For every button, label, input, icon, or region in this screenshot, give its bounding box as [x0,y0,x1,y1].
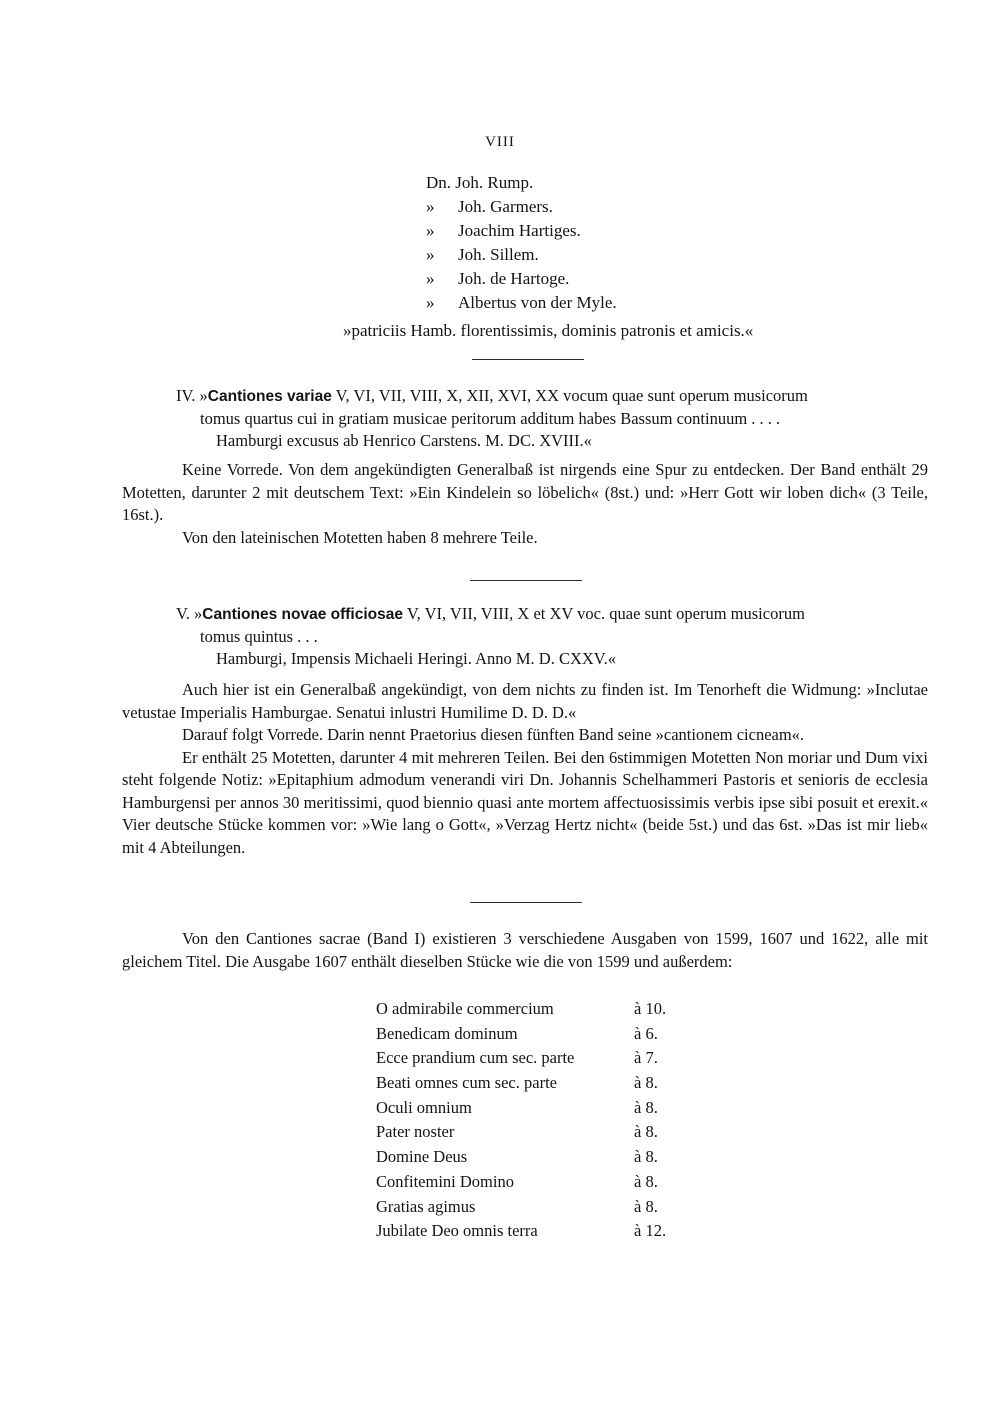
list-item [376,1170,686,1195]
motet-voices: à 8. [634,1147,658,1167]
motet-title: Oculi omnium [376,1097,472,1117]
dedication-line [426,171,617,195]
paragraph-text: Darauf folgt Vorrede. Darin nennt Praetorius diesen fünften Band seine »cantionem cicneam«. [182,725,805,744]
entry-title-rest: V, VI, VII, VIII, X, XII, XVI, XX vocum quae sunt operum musicorum [331,386,808,405]
motet-voices: à 7. [634,1048,658,1068]
entry-imprint: Hamburgi, Impensis Michaeli Heringi. Anno M. D. CXXV.« [216,649,616,668]
dedication-name: Joh. Garmers. [458,197,553,216]
dedication-name: Joh. Sillem. [458,245,539,264]
motet-voices: à 8. [634,1171,658,1191]
ditto-mark: » [426,269,435,288]
motet-title: Domine Deus [376,1147,468,1167]
list-item [376,1120,686,1145]
entry-imprint: Hamburgi excusus ab Henrico Carstens. M. DC. XVIII.« [216,431,592,450]
section-divider [470,902,582,903]
paragraph-text: Von den lateinischen Motetten haben 8 mehrere Teile. [182,527,538,547]
entry-iv-heading [176,385,928,452]
motet-voices: à 12. [634,1221,667,1241]
list-item [376,1071,686,1096]
motet-list [376,997,686,1244]
motet-title: Benedicam dominum [376,1023,518,1043]
paragraph-text: Auch hier ist ein Generalbaß angekündigt, von dem nichts zu finden ist. Im Tenorheft die Widmung: »Inclutae vetustae Imperialis Hamburgae. Senatui inlustri Humilime D. D. D.« [122,680,928,722]
motet-title: Gratias agimus [376,1196,476,1216]
list-item [376,1046,686,1071]
dedication-name: Albertus von der Myle. [458,293,617,312]
paragraph-text: Er enthält 25 Motetten, darunter 4 mit mehreren Teilen. Bei den 6stimmigen Motetten Non moriar und Dum vixi steht folgende Notiz: »Epitaphium admodum venerandi viri Dn. Johannis Schelhammeri Pastoris et senioris de ecclesia Hamburgensi per annos 30 meritissimi, quod biennio quasi ante mortem affectuosissimis verbis ipse sibi posuit et erexit.« Vier deutsche Stücke kommen vor: »Wie lang o Gott«, »Verzag Hertz nicht« (beide 5st.) und das 6st. »Das ist mir lieb« mit 4 Abteilungen. [122,747,928,857]
dedication-list [426,171,617,315]
entry-v-heading [176,603,928,670]
dedication-name: Dn. Joh. Rump. [426,173,534,192]
quote-mark: » [199,386,208,405]
ditto-mark: » [426,293,435,312]
dedication-line [426,195,617,219]
dedication-line [426,291,617,315]
motet-title: Ecce prandium cum sec. parte [376,1048,575,1068]
motet-title: Beati omnes cum sec. parte [376,1073,557,1093]
dedication-name: Joachim Hartiges. [458,221,581,240]
section-divider [472,359,584,360]
motet-voices: à 8. [634,1097,658,1117]
list-item [376,1096,686,1121]
paragraph-text: Von den Cantiones sacrae (Band I) existieren 3 verschiedene Ausgaben von 1599, 1607 und 1622, alle mit gleichem Titel. Die Ausgabe 1607 enthält dieselben Stücke wie die von 1599 und außerdem: [122,929,928,971]
list-item [376,1145,686,1170]
page-number: VIII [485,134,515,150]
motet-voices: à 8. [634,1122,658,1142]
entry-iv-paragraph [122,459,928,549]
entry-title: Cantiones novae officiosae [202,606,403,623]
ditto-mark: » [426,197,435,216]
section-divider [470,580,582,581]
motet-title: Jubilate Deo omnis terra [376,1221,538,1241]
dedication-name: Joh. de Hartoge. [458,269,570,288]
entry-number: V. [176,604,190,623]
dedication-line [426,243,617,267]
list-item [376,1219,686,1244]
entry-number: IV. [176,386,196,405]
closing-paragraph [122,928,928,973]
dedication-closing: »patriciis Hamb. florentissimis, dominis patronis et amicis.« [343,321,754,340]
motet-title: Confitemini Domino [376,1171,514,1191]
quote-mark: » [194,604,203,623]
paragraph-text: Keine Vorrede. Von dem angekündigten Generalbaß ist nirgends eine Spur zu entdecken. Der Band enthält 29 Motetten, darunter 2 mit deutschem Text: »Ein Kindelein so löbelich« (8st.) und: »Herr Gott wir loben dich« (3 Teile, 16st.). [122,460,928,524]
entry-title: Cantiones variae [207,388,332,405]
entry-v-title-line [176,603,928,626]
ditto-mark: » [426,245,435,264]
dedication-line [426,267,617,291]
motet-voices: à 10. [634,999,667,1018]
list-item [376,997,686,1022]
entry-title-continuation: tomus quintus . . . [200,627,318,646]
motet-title: Pater noster [376,1122,455,1142]
entry-title-continuation: tomus quartus cui in gratiam musicae peritorum additum habes Bassum continuum . . . . [200,409,781,428]
entry-v-paragraph [122,679,928,859]
dedication-line [426,219,617,243]
entry-title-rest: V, VI, VII, VIII, X et XV voc. quae sunt operum musicorum [403,604,805,623]
entry-iv-title-line [176,385,928,408]
ditto-mark: » [426,221,435,240]
motet-title: O admirabile commercium [376,999,554,1018]
list-item [376,1022,686,1047]
motet-voices: à 8. [634,1196,658,1216]
motet-voices: à 6. [634,1023,658,1043]
motet-voices: à 8. [634,1073,658,1093]
list-item [376,1195,686,1220]
